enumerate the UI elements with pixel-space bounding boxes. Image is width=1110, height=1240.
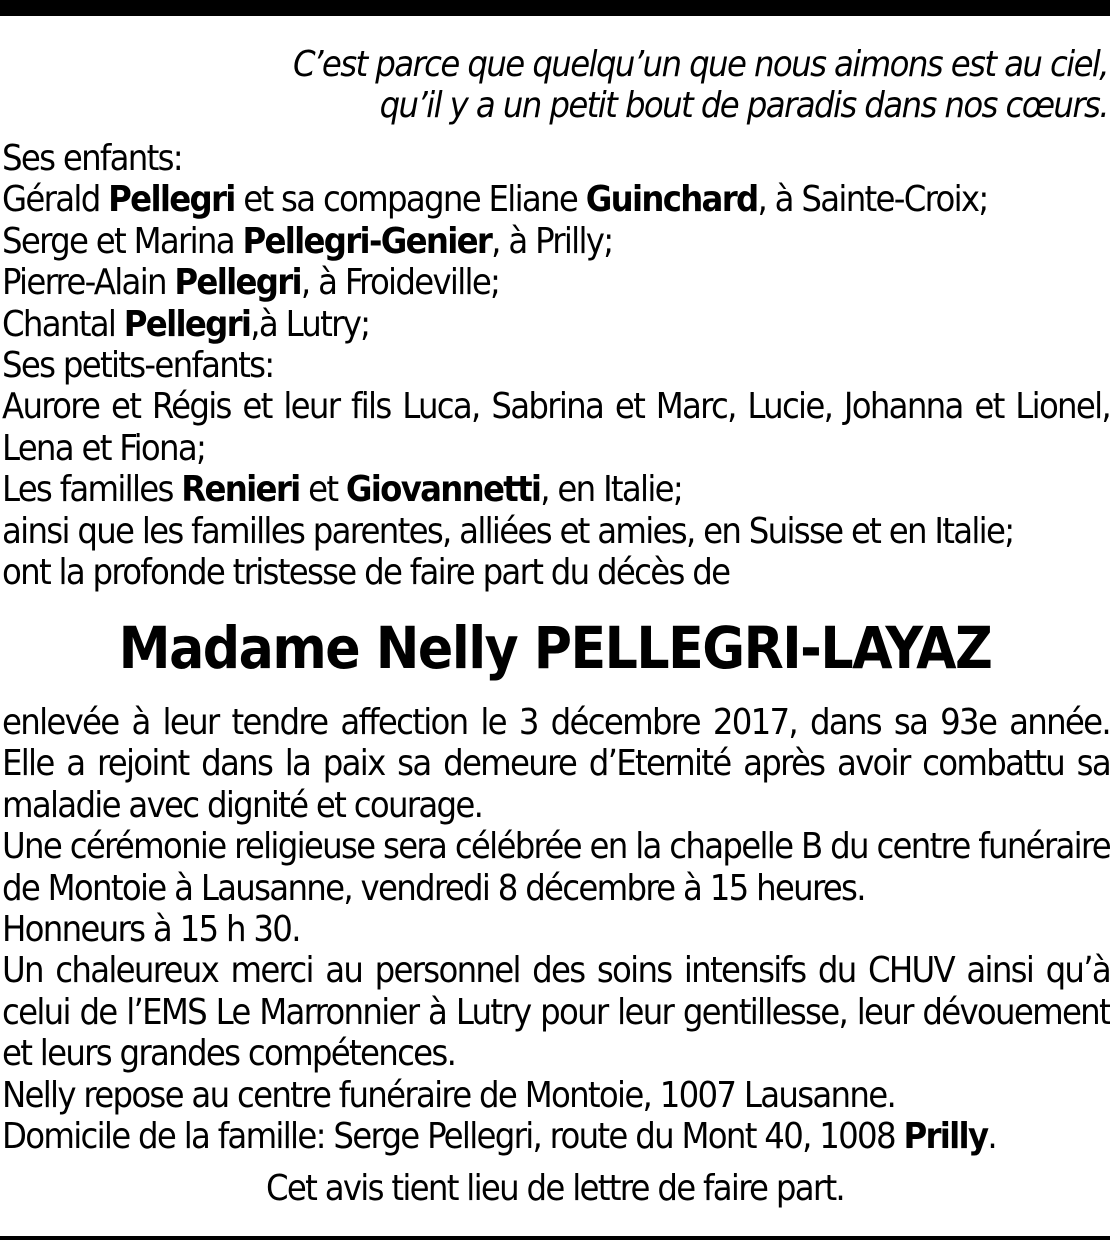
children-heading: Ses enfants: [2, 138, 182, 179]
relatives-line: ainsi que les familles parentes, alliées et amies, en Suisse et en Italie; [2, 510, 1014, 552]
grandchildren-line-1: Aurore et Régis et leur fils Luca, Sabrina et Marc, Lucie, Johanna et Lionel, [2, 386, 1110, 428]
top-rule [0, 0, 1110, 16]
families-pre: Les familles [2, 469, 182, 511]
child3-surname: Pellegri [174, 262, 301, 304]
closing-note: Cet avis tient lieu de lettre de faire part. [265, 1168, 845, 1209]
details-line-4: Une cérémonie religieuse sera célébrée en la chapelle B du centre funéraire [2, 826, 1110, 868]
details-line-10: Nelly repose au centre funéraire de Montoie, 1007 Lausanne. [2, 1074, 896, 1116]
grandchildren-line-2: Lena et Fiona; [2, 427, 206, 469]
child-line-3 [2, 262, 1110, 303]
domicile-pre: Domicile de la famille: Serge Pellegri, route du Mont 40, 1008 [2, 1116, 904, 1158]
epigraph [293, 44, 1108, 126]
bottom-rule [0, 1236, 1110, 1240]
announcement-line: ont la profonde tristesse de faire part du décès de [2, 552, 730, 594]
child-line-1 [2, 179, 1110, 220]
details-line-6: Honneurs à 15 h 30. [2, 909, 300, 951]
child4-rest: ,à Lutry; [250, 303, 370, 345]
child3-first: Pierre-Alain [2, 262, 175, 304]
epigraph-line-2: qu’il y a un petit bout de paradis dans nos cœurs. [379, 85, 1108, 126]
details-text [2, 702, 1110, 1157]
child2-first: Serge et Marina [2, 220, 243, 262]
family-list [2, 138, 1110, 593]
grandchildren-heading: Ses petits-enfants: [2, 345, 274, 387]
child1-first: Gérald [2, 179, 109, 221]
child1-mid: et sa compagne Eliane [234, 179, 586, 221]
child1-surname: Pellegri [108, 179, 235, 221]
epigraph-line-1: C’est parce que quelqu’un que nous aimons est au ciel, [292, 44, 1108, 85]
families-mid: et [299, 469, 346, 511]
child4-first: Chantal [2, 303, 124, 345]
families-line [2, 469, 1110, 510]
details-line-8: celui de l’EMS Le Marronnier à Lutry pour leur gentillesse, leur dévouement [2, 991, 1110, 1033]
family-name-1: Renieri [181, 469, 300, 511]
child1-partner-surname: Guinchard [585, 179, 758, 221]
domicile-line [2, 1116, 1110, 1157]
child4-surname: Pellegri [123, 303, 251, 345]
details-line-1: enlevée à leur tendre affection le 3 décembre 2017, dans sa 93e année. [2, 702, 1110, 743]
details-line-2: Elle a rejoint dans la paix sa demeure d’Eternité après avoir combattu sa [2, 743, 1110, 785]
domicile-city: Prilly [903, 1116, 988, 1158]
domicile-rest: . [987, 1116, 996, 1158]
details-line-9: et leurs grandes compétences. [2, 1033, 456, 1075]
families-rest: , en Italie; [540, 469, 683, 511]
deceased-name: Madame Nelly PELLEGRI-LAYAZ [118, 614, 992, 682]
child-line-2 [2, 221, 1110, 262]
child1-rest: , à Sainte-Croix; [757, 179, 988, 221]
child2-rest: , à Prilly; [491, 220, 613, 262]
family-name-2: Giovannetti [345, 469, 541, 511]
child-line-4 [2, 304, 1110, 345]
child3-rest: , à Froideville; [300, 262, 500, 304]
child2-surname: Pellegri-Genier [242, 220, 492, 262]
details-line-3: maladie avec dignité et courage. [2, 784, 483, 826]
details-line-5: de Montoie à Lausanne, vendredi 8 décembre à 15 heures. [2, 867, 865, 909]
details-line-7: Un chaleureux merci au personnel des soins intensifs du CHUV ainsi qu’à [2, 950, 1110, 992]
